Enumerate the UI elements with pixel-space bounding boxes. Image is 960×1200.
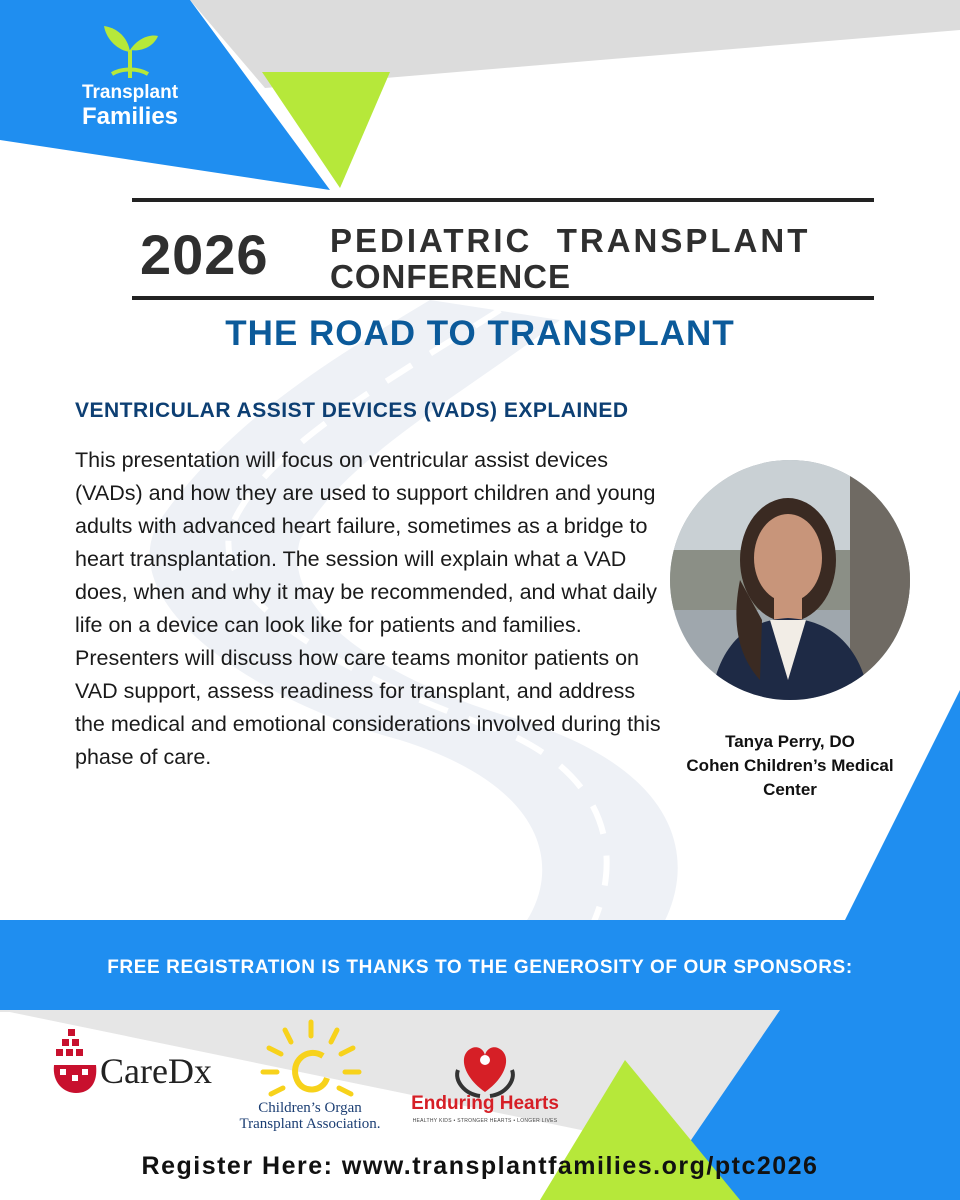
session-description: This presentation will focus on ventricular assist devices (VADs) and how they are used to support children and young adults with advanced heart failure, sometimes as a bridge to heart transplantation. The session will explain what a VAD does, when and why it may be recommended, and what daily life on a device can look like for patients and families. Presenters will discuss how care teams monitor patients on VAD support, assess readiness for transplant, and address the medical and emotional considerations involved during this phase of care. — [75, 448, 661, 769]
enduring-hearts-name: Enduring Hearts — [411, 1093, 559, 1114]
conference-title-line1: PEDIATRIC TRANSPLANT — [330, 222, 811, 259]
copa-text-line1: Children’s Organ — [258, 1100, 362, 1116]
sprout-icon — [98, 20, 162, 78]
sponsor-heading: FREE REGISTRATION IS THANKS TO THE GENEROSITY OF OUR SPONSORS: — [107, 957, 853, 978]
conference-title-line2: CONFERENCE — [330, 258, 572, 295]
speaker-affiliation-line2: Center — [763, 780, 817, 799]
caredx-wordmark: CareDx — [100, 1051, 212, 1091]
speaker-affiliation-line1: Cohen Children’s Medical — [686, 756, 894, 775]
speaker-photo — [670, 460, 910, 700]
speaker-caption — [660, 730, 920, 802]
enduring-hearts-tagline: HEALTHY KIDS • STRONGER HEARTS • LONGER LIVES — [412, 1118, 558, 1124]
register-link[interactable]: Register Here: www.transplantfamilies.org/ptc2026 — [141, 1152, 819, 1180]
logo-text-line2: Families — [81, 103, 179, 130]
enduring-hearts-logo — [410, 1040, 560, 1140]
transplant-families-logo — [60, 20, 200, 140]
conference-year: 2026 — [140, 223, 269, 286]
copa-text — [215, 1100, 405, 1132]
copa-text-line2: Transplant Association. — [239, 1116, 381, 1132]
conference-subtitle: THE ROAD TO TRANSPLANT — [225, 314, 735, 353]
speaker-name: Tanya Perry, DO — [725, 732, 855, 751]
session-title: VENTRICULAR ASSIST DEVICES (VADS) EXPLAINED — [75, 399, 629, 422]
logo-text-line1: Transplant — [81, 82, 179, 103]
